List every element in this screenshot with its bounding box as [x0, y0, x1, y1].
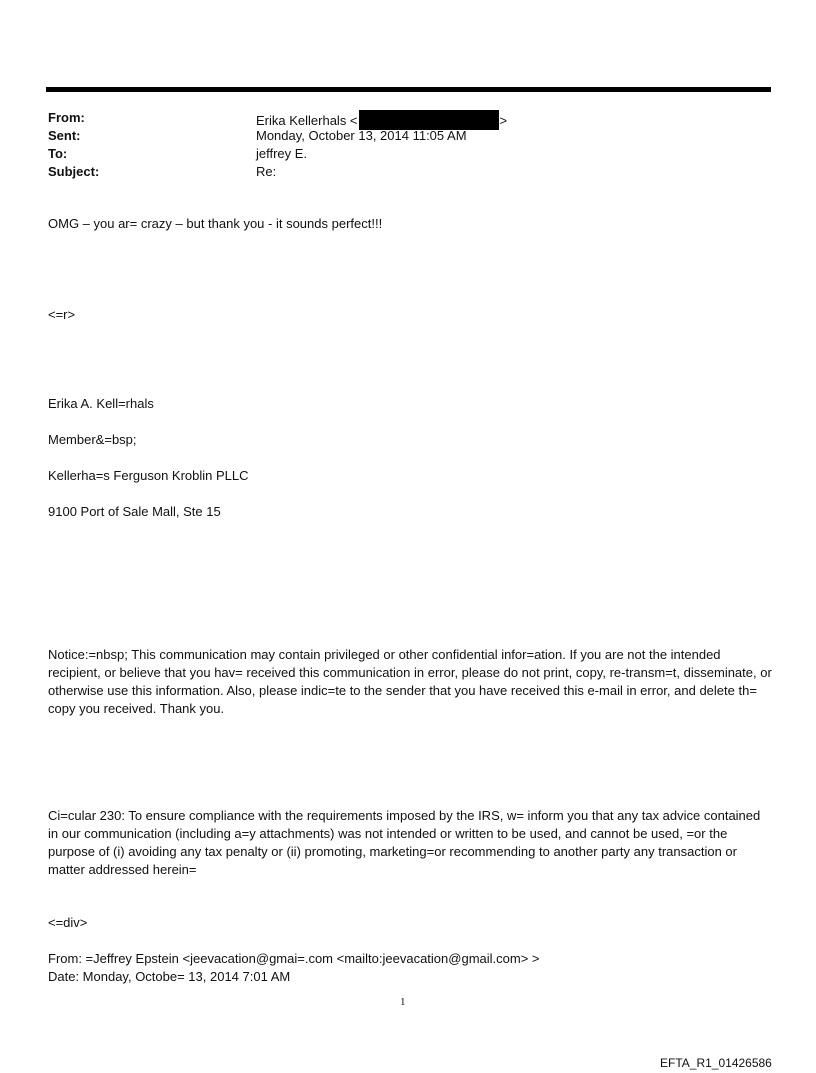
from-name: Erika Kellerhals <: [256, 113, 358, 128]
quoted-from: From: =Jeffrey Epstein <jeevacation@gmai=.com <mailto:jeevacation@gmail.com> >: [48, 951, 540, 966]
page-number: 1: [400, 996, 406, 1008]
subject-value: Re:: [256, 164, 277, 179]
message-line: OMG – you ar= crazy – but thank you - it sounds perfect!!!: [48, 216, 383, 231]
signature-address: 9100 Port of Sale Mall, Ste 15: [48, 504, 221, 519]
quoted-date: Date: Monday, Octobe= 13, 2014 7:01 AM: [48, 969, 291, 984]
redaction-box: [359, 110, 499, 130]
subject-label: Subject:: [48, 164, 100, 179]
signature-firm: Kellerha=s Ferguson Kroblin PLLC: [48, 468, 249, 483]
sent-label: Sent:: [48, 128, 81, 143]
div-tag: <=div>: [48, 915, 88, 930]
message-tag: <=r>: [48, 307, 76, 322]
header-divider: [46, 87, 771, 92]
confidentiality-notice: Notice:=nbsp; This communication may contain privileged or other confidential infor=ation. If you are not the intended recipient, or believe that you hav= received this communication in error, please do not print, copy, re-transm=t, disseminate, or otherwise use this information. Also, please indic=te to the sender that you have received this e-mail in error, and delete th= copy you received. Thank you.: [48, 647, 772, 716]
from-value: [256, 110, 507, 130]
from-label: From:: [48, 110, 85, 125]
signature-name: Erika A. Kell=rhals: [48, 396, 154, 411]
document-id: EFTA_R1_01426586: [660, 1056, 772, 1070]
from-close: >: [499, 113, 508, 128]
signature-title: Member&=bsp;: [48, 432, 137, 447]
sent-value: Monday, October 13, 2014 11:05 AM: [256, 128, 467, 143]
to-value: jeffrey E.: [256, 146, 308, 161]
circular-230-notice: Ci=cular 230: To ensure compliance with the requirements imposed by the IRS, w= inform you that any tax advice contained in our communication (including a=y attachments) was not intended or written to be used, and cannot be used, =or the purpose of (i) avoiding any tax penalty or (ii) promoting, marketing=or recommending to another party any transaction or matter addressed herein=: [48, 808, 761, 877]
to-label: To:: [48, 146, 68, 161]
